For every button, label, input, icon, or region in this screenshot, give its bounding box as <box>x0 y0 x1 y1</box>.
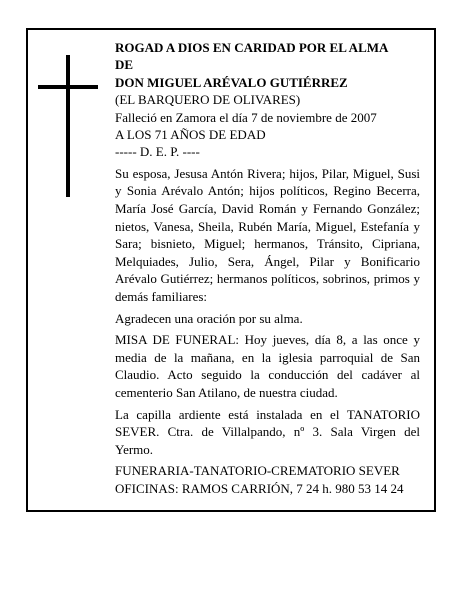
death-info: Falleció en Zamora el día 7 de noviembre de 2007 <box>115 109 377 125</box>
funeral-home-line: FUNERARIA-TANATORIO-CREMATORIO SEVER <box>115 463 400 479</box>
deceased-nickname: (EL BARQUERO DE OLIVARES) <box>115 92 301 108</box>
funeral-mass-paragraph: MISA DE FUNERAL: Hoy jueves, día 8, a las once y media de la mañana, en la iglesia parroquial de San Claudio. Acto seguido la conducción del cadáver al cementerio San Atilano, de nuestra ciudad. <box>115 332 420 400</box>
obituary-text <box>115 39 420 497</box>
heading-line-2: DE <box>115 57 134 73</box>
offices-line: OFICINAS: RAMOS CARRIÓN, 7 24 h. 980 53 14 24 <box>115 480 404 496</box>
chapel-paragraph: La capilla ardiente está instalada en el TANATORIO SEVER. Ctra. de Villalpando, nº 3. Sala Virgen del Yermo. <box>115 406 420 457</box>
heading-line-1: ROGAD A DIOS EN CARIDAD POR EL ALMA <box>115 40 389 55</box>
thanks-paragraph: Agradecen una oración por su alma. <box>115 310 303 326</box>
family-paragraph: Su esposa, Jesusa Antón Rivera; hijos, Pilar, Miguel, Susi y Sonia Arévalo Antón; hijos políticos, Regino Becerra, María José García, David Román y Fernando González; nietos, Vanesa, Sheila, Rubén María, Miguel, Estefanía y Sara; bisnieto, Miguel; hermanos, Tránsito, Cipriana, Melquiades, Julio, Sera, Ángel, Pilar y Bonificario Arévalo Gutiérrez; hermanos políticos, sobrinos, primos y demás familiares: <box>115 165 420 304</box>
cross-icon <box>38 55 98 197</box>
rip-line: ----- D. E. P. ---- <box>115 144 200 160</box>
cross-horizontal-bar <box>38 85 98 89</box>
deceased-name: DON MIGUEL ARÉVALO GUTIÉRREZ <box>115 74 348 90</box>
deceased-age: A LOS 71 AÑOS DE EDAD <box>115 127 266 143</box>
cross-vertical-bar <box>66 55 70 197</box>
